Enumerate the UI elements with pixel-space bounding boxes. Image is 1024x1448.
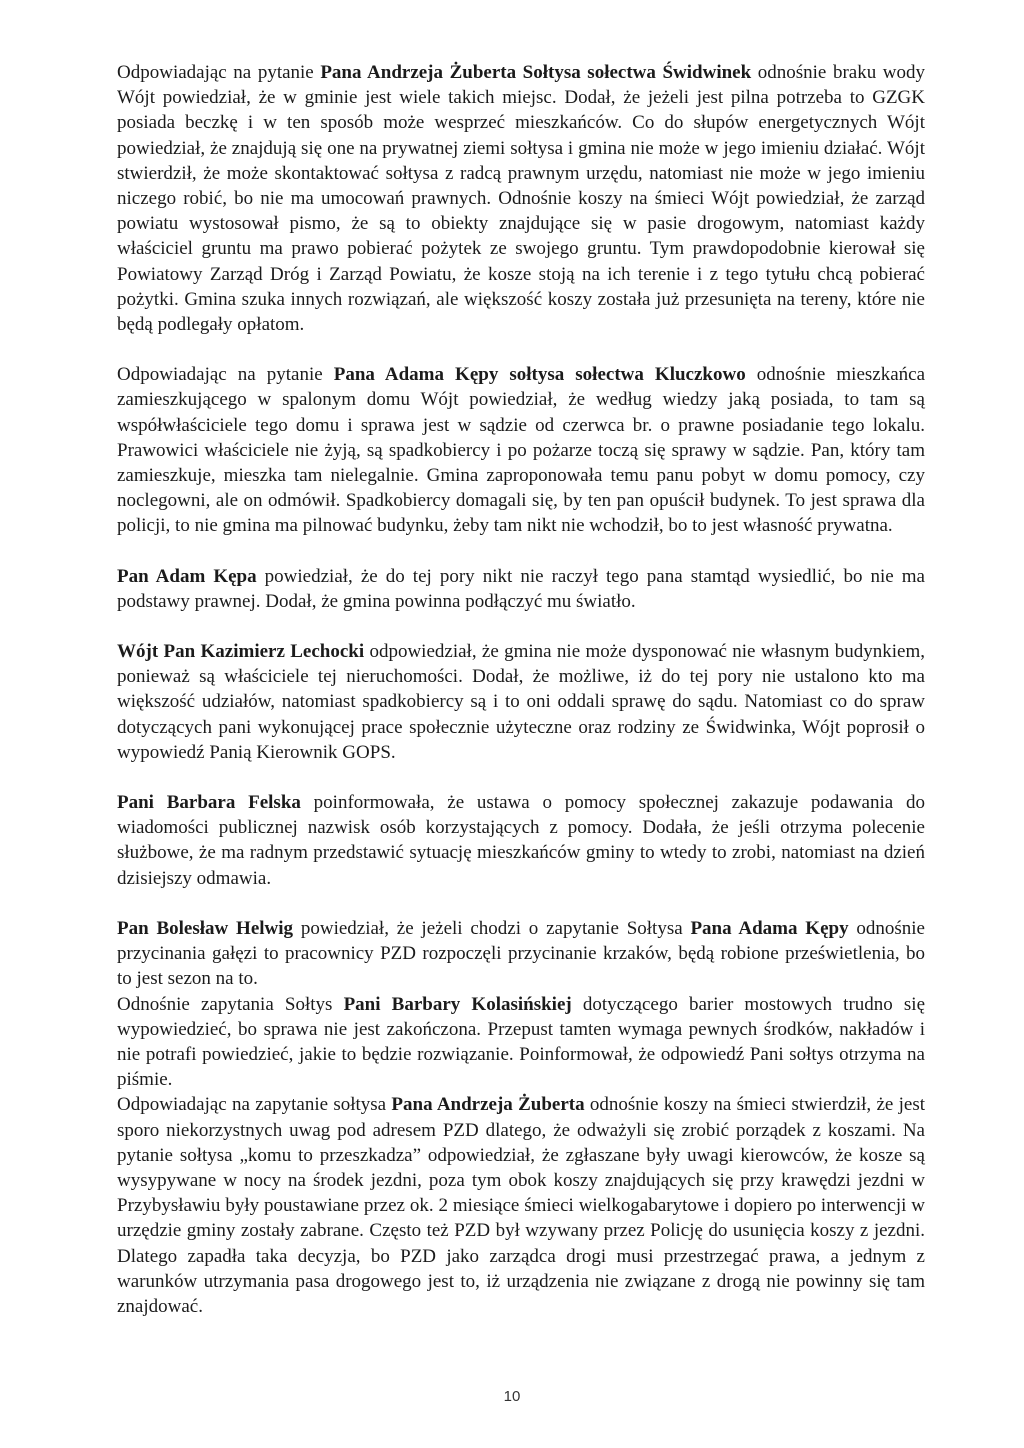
- paragraph-felska-statement: Pani Barbara Felska poinformowała, że ustawa o pomocy społecznej zakazuje podawania do wiadomości publicznej nazwisk osób korzystających z pomocy. Dodała, że jeśli otrzyma polecenie służbowe, że ma radnym przedstawić sytuację mieszkańców gminy to wtedy to zrobi, natomiast na dzień dzisiejszy odmawia.: [117, 792, 925, 889]
- speaker-name: Pana Andrzeja Żuberta Sołtysa sołectwa Świdwinek: [320, 62, 752, 83]
- paragraph-kolasinska-barriers: Odnośnie zapytania Sołtys Pani Barbary Kolasińskiej dotyczącego barier mostowych trudno się wypowiedzieć, bo sprawa nie jest zakończona. Przepust tamten wymaga pewnych środków, nakładów i nie potrafi powiedzieć, jakie to będzie rozwiązanie. Poinformował, że odpowiedź Pani sołtys otrzyma na piśmie.: [117, 993, 926, 1091]
- paragraph-lechocki-answer: Wójt Pan Kazimierz Lechocki odpowiedział, że gmina nie może dysponować nie własnym budynkiem, ponieważ są właściciele tej nieruchomości. Dodał, że możliwe, iż do tej pory nie ustalono kto ma większość udziałów, natomiast spadkobiercy są i to oni oddali sprawę do sądu. Natomiast co do spraw dotyczących pani wykonującej prace społecznie użyteczne oraz rodziny ze Świdwinka, Wójt poprosił o wypowiedź Panią Kierownik GOPS.: [117, 641, 925, 763]
- paragraph-helwig-statement: Pan Bolesław Helwig powiedział, że jeżeli chodzi o zapytanie Sołtysa Pana Adama Kępy odnośnie przycinania gałęzi to pracownicy PZD rozpoczęli przycinanie krzaków, będą robione prześwietlenia, bo to jest sezon na to.: [117, 917, 925, 990]
- speaker-name: Pana Adama Kępy sołtysa sołectwa Kluczkowo: [333, 364, 746, 386]
- document-page: [117, 60, 925, 1319]
- paragraph-zubert-answer: Odpowiadając na pytanie Pana Andrzeja Żuberta Sołtysa sołectwa Świdwinek odnośnie braku wody Wójt powiedział, że w gminie jest wiele takich miejsc. Dodał, że jeżeli jest pilna potrzeba to GZGK posiada beczkę i w ten sposób może wesprzeć mieszkańców. Co do słupów energetycznych Wójt powiedział, że znajdują się one na prywatnej ziemi sołtysa i gmina nie może w jego imieniu działać. Wójt stwierdził, że może skontaktować sołtysa z radcą prawnym urzędu, natomiast nie może w jego imieniu niczego robić, bo nie ma umocowań prawnych. Odnośnie koszy na śmieci Wójt powiedział, że zarząd powiatu wystosował pismo, że są to obiekty znajdujące się w pasie drogowym, natomiast każdy właściciel gruntu ma prawo pobierać pożytek ze swojego gruntu. Tym prawdopodobnie kierował się Powiatowy Zarząd Dróg i Zarząd Powiatu, że kosze stoją na ich terenie i z tego tytułu chcą pobierać pożytki. Gmina szuka innych rozwiązań, ale większość koszy została już przesunięta na tereny, które nie będą podlegały opłatom.: [117, 62, 926, 336]
- speaker-name: Pan Bolesław Helwig: [117, 917, 294, 939]
- speaker-name: Pana Andrzeja Żuberta: [391, 1094, 585, 1116]
- speaker-name: Pana Adama Kępy: [690, 917, 849, 939]
- paragraph-zubert-bins: Odpowiadając na zapytanie sołtysa Pana Andrzeja Żuberta odnośnie koszy na śmieci stwierdził, że jest sporo niekorzystnych uwag pod adresem PZD dlatego, że odważyli się zrobić porządek z koszami. Na pytanie sołtysa „komu to przeszkadza” odpowiedział, że zgłaszane były uwagi kierowców, że kosze są wysypywane w nocy na środek jezdni, poza tym obok koszy znajdujących się przy krawędzi jezdni w Przybysławiu były poustawiane przez ok. 2 miesiące śmieci wielkogabarytowe i dopiero po interwencji w urzędzie gminy zostały zabrane. Często też PZD był wzywany przez Policję do usunięcia koszy z jezdni. Dlatego zapadła taka decyzja, bo PZD jako zarządca drogi musi przestrzegać prawa, a jednym z warunków utrzymania pasa drogowego jest to, iż urządzenia nie związane z drogą nie powinny się tam znajdować.: [117, 1094, 926, 1317]
- speaker-name: Pan Adam Kępa: [117, 565, 257, 587]
- speaker-name: Wójt Pan Kazimierz Lechocki: [117, 641, 365, 663]
- page-number: 10: [503, 1388, 521, 1405]
- paragraph-kepa-statement: Pan Adam Kępa powiedział, że do tej pory nikt nie raczył tego pana stamtąd wysiedlić, bo nie ma podstawy prawnej. Dodał, że gmina powinna podłączyć mu światło.: [117, 565, 925, 612]
- speaker-name: Pani Barbary Kolasińskiej: [343, 993, 572, 1015]
- paragraph-kepa-answer: Odpowiadając na pytanie Pana Adama Kępy sołtysa sołectwa Kluczkowo odnośnie mieszkańca zamieszkującego w spalonym domu Wójt powiedział, że według wiedzy jaką posiada, to tam są współwłaściciele tego domu i sprawa jest w sądzie od czerwca br. o prawne posiadanie tego lokalu. Prawowici właściciele nie żyją, są spadkobiercy i po pożarze toczą się sprawy w sądzie. Pan, który tam zamieszkuje, mieszka tam nielegalnie. Gmina zaproponowała temu panu pobyt w domu pomocy, czy noclegowni, ale on odmówił. Spadkobiercy domagali się, by ten pan opuścił budynek. To jest sprawa dla policji, to nie gmina ma pilnować budynku, żeby tam nikt nie wchodził, bo to jest własność prywatna.: [117, 364, 926, 537]
- speaker-name: Pani Barbara Felska: [117, 792, 301, 814]
